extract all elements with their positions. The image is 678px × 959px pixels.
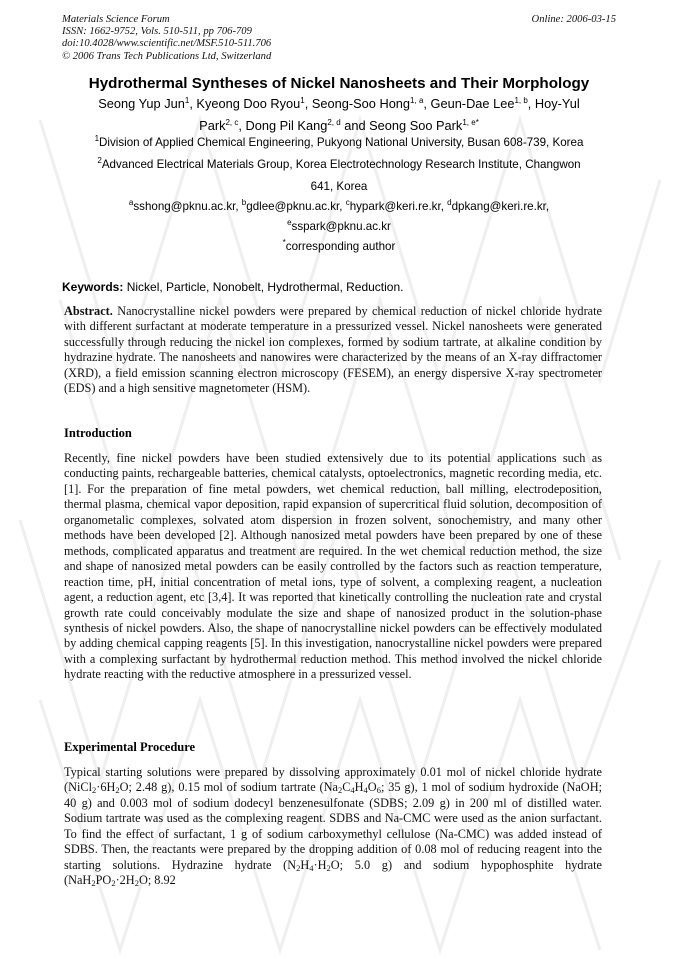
email-link[interactable]: sspark@pknu.ac.kr xyxy=(291,220,391,233)
email-mark: d xyxy=(447,198,452,207)
subscript: 2 xyxy=(337,785,343,796)
keywords-label: Keywords: xyxy=(62,280,124,294)
author-name: , Hoy-Yul xyxy=(527,96,580,111)
subscript: 4 xyxy=(363,785,368,796)
copyright-line: © 2006 Trans Tech Publications Ltd, Switzerland xyxy=(62,50,272,62)
affiliation-2 xyxy=(62,158,616,171)
email-list xyxy=(62,200,616,213)
subscript: 2 xyxy=(326,862,331,873)
author-list xyxy=(62,93,616,136)
affiliation-mark: 1 xyxy=(94,134,100,143)
subscript: 2 xyxy=(115,785,120,796)
author-affiliation-mark: 2, d xyxy=(327,117,341,127)
corresponding-author-note xyxy=(62,240,616,253)
text-run: O; 2.48 g), 0.15 mol of sodium tartrate (Na xyxy=(119,780,338,795)
subscript: 4 xyxy=(350,785,355,796)
experimental-paragraph xyxy=(64,765,602,889)
journal-name: Materials Science Forum xyxy=(62,14,170,25)
author-name: , Kyeong Doo Ryou xyxy=(189,96,301,111)
subscript: 6 xyxy=(376,785,381,796)
text-run: Typical starting solutions were prepared by dissolving approximately 0.01 mol of nickel chloride hydrate (NiCl xyxy=(64,765,602,795)
text-run: O xyxy=(367,780,377,795)
text-run: ·6H xyxy=(96,780,116,795)
author-name: and Seong Soo Park xyxy=(340,117,463,133)
email-mark: a xyxy=(128,198,134,207)
author-affiliation-mark: 1 xyxy=(184,96,190,105)
online-date: Online: 2006-03-15 xyxy=(531,14,616,25)
author-name: , Geun-Dae Lee xyxy=(423,96,515,111)
corresponding-mark: * xyxy=(282,238,286,247)
email-link[interactable]: gdlee@pknu.ac.kr, xyxy=(246,200,346,213)
abstract-label: Abstract. xyxy=(64,304,113,318)
text-run: O; 8.92 xyxy=(138,873,176,888)
text-run: H xyxy=(354,780,364,795)
introduction-paragraph: Recently, fine nickel powders have been studied extensively due to its potential applications such as conducting paints, rechargeable batteries, chemical catalysts, optoelectronics, magnetic recording media, etc. [1]. For the preparation of fine metal powders, wet chemical reduction, ball milling, electrodeposition, thermal plasma, chemical vapor deposition, rapid expansion of supercritical fluid solution, decomposition of organometalic complexes, solvated atom dispersion in frozen solvent, sonochemistry, and many other methods have been developed [2]. Although nanosized metal powders have been prepared by one of these methods, complicated apparatus and treatment are required. In the wet chemical reduction method, the size and shape of nanosized metal powders can be easily controlled by the factors such as reaction temperature, reaction time, pH, initial concentration of metal ions, type of solvent, a complexing reagent, a nucleation agent, a reduction agent, etc [3,4]. It was reported that kinetically controlling the nucleation rate and crystal growth rate could conceivably modulate the size and shape of nanosized product in the solution-phase synthesis of nickel powders. Also, the shape of nanocrystalline nickel powders can be effectively modulated by adding chemical capping reagents [5]. In this investigation, nanocrystalline nickel powders were prepared with a complexing surfactant by hydrothermal reduction method. This method involved the nickel chloride hydrate reacting with the reductive atmosphere in a pressurized vessel. xyxy=(64,451,602,682)
email-mark: c xyxy=(345,198,350,207)
subscript: 2 xyxy=(91,878,96,889)
email-mark: b xyxy=(241,198,247,207)
abstract-paragraph xyxy=(64,304,602,397)
keywords-text: Nickel, Particle, Nonobelt, Hydrothermal, Reduction. xyxy=(123,280,404,294)
subscript: 2 xyxy=(296,862,301,873)
author-name: , Dong Pil Kang xyxy=(238,117,328,133)
email-mark: e xyxy=(287,218,292,227)
issn-line: ISSN: 1662-9752, Vols. 510-511, pp 706-709 xyxy=(62,26,252,38)
subscript: 2 xyxy=(134,878,139,889)
author-name: , Seong-Soo Hong xyxy=(304,96,411,111)
author-name: Seong Yup Jun xyxy=(98,96,185,111)
corresponding-label: corresponding author xyxy=(285,240,396,253)
text-run: ·H xyxy=(313,857,327,872)
affiliation-text: Division of Applied Chemical Engineering, Pukyong National University, Busan 608-739, Korea xyxy=(99,136,584,149)
subscript: 4 xyxy=(309,862,314,873)
affiliation-2-continued: 641, Korea xyxy=(310,180,368,193)
author-affiliation-mark: 1, a xyxy=(410,96,424,105)
email-link[interactable]: dpkang@keri.re.kr, xyxy=(451,200,550,213)
author-name: Park xyxy=(199,117,226,133)
text-run: O; 5.0 g) and sodium hypophosphite hydrate (NaH xyxy=(64,857,603,888)
author-affiliation-mark: 2, c xyxy=(225,117,239,127)
text-run: H xyxy=(300,857,310,872)
experimental-heading: Experimental Procedure xyxy=(64,740,196,754)
affiliation-text: Advanced Electrical Materials Group, Korea Electrotechnology Research Institute, Changwon xyxy=(101,158,581,171)
subscript: 2 xyxy=(111,878,116,889)
paper-title: Hydrothermal Syntheses of Nickel Nanosheets and Their Morphology xyxy=(88,75,590,92)
text-run: ; 35 g), 1 mol of sodium hydroxide (NaOH; 40 g) and 0.003 mol of sodium dodecyl benzenesulfonate (SDBS; 2.09 g) in 200 ml of distilled water. Sodium tartrate was used as the complexing reagent. SDBS and Na-CMC were used as the anion surfactant. To find the effect of surfactant, 1 g of sodium carboxymethyl cellulose (Na-CMC) was added instead of SDBS. Then, the reactants were prepared by the dropping addition of 0.08 mol of reducing reagent into the starting solutions. Hydrazine hydrate (N xyxy=(64,780,602,872)
affiliation-1 xyxy=(62,136,616,149)
subscript: 2 xyxy=(92,785,97,796)
introduction-heading: Introduction xyxy=(64,426,132,440)
email-link[interactable]: hypark@keri.re.kr, xyxy=(349,200,448,213)
text-run: PO xyxy=(95,873,112,888)
author-affiliation-mark: 1, e* xyxy=(462,117,479,127)
author-affiliation-mark: 1, b xyxy=(514,96,528,105)
author-affiliation-mark: 1 xyxy=(300,96,305,105)
text-run: C xyxy=(342,780,351,795)
journal-header xyxy=(62,14,616,63)
text-run: ·2H xyxy=(115,873,135,888)
affiliation-mark: 2 xyxy=(97,156,102,165)
keywords-line xyxy=(62,280,403,294)
doi-line[interactable]: doi:10.4028/www.scientific.net/MSF.510-511.706 xyxy=(62,38,272,50)
abstract-text: Nanocrystalline nickel powders were prepared by chemical reduction of nickel chloride hydrate with different surfactant at moderate temperature in a pressurized vessel. Nickel nanosheets were generated successfully through reducing the nickel ion complexes, formed by sodium tartrate, at alkaline condition by hydrazine hydrate. The nanosheets and nanowires were characterized by the means of an X-ray diffractomer (XRD), a field emission scanning electron microscopy (FESEM), an energy dispersive X-ray spectrometer (EDS) and a high sensitive magnetometer (HSM). xyxy=(64,304,602,396)
email-link[interactable]: sshong@pknu.ac.kr, xyxy=(133,200,242,213)
email-list-continued xyxy=(62,220,616,233)
